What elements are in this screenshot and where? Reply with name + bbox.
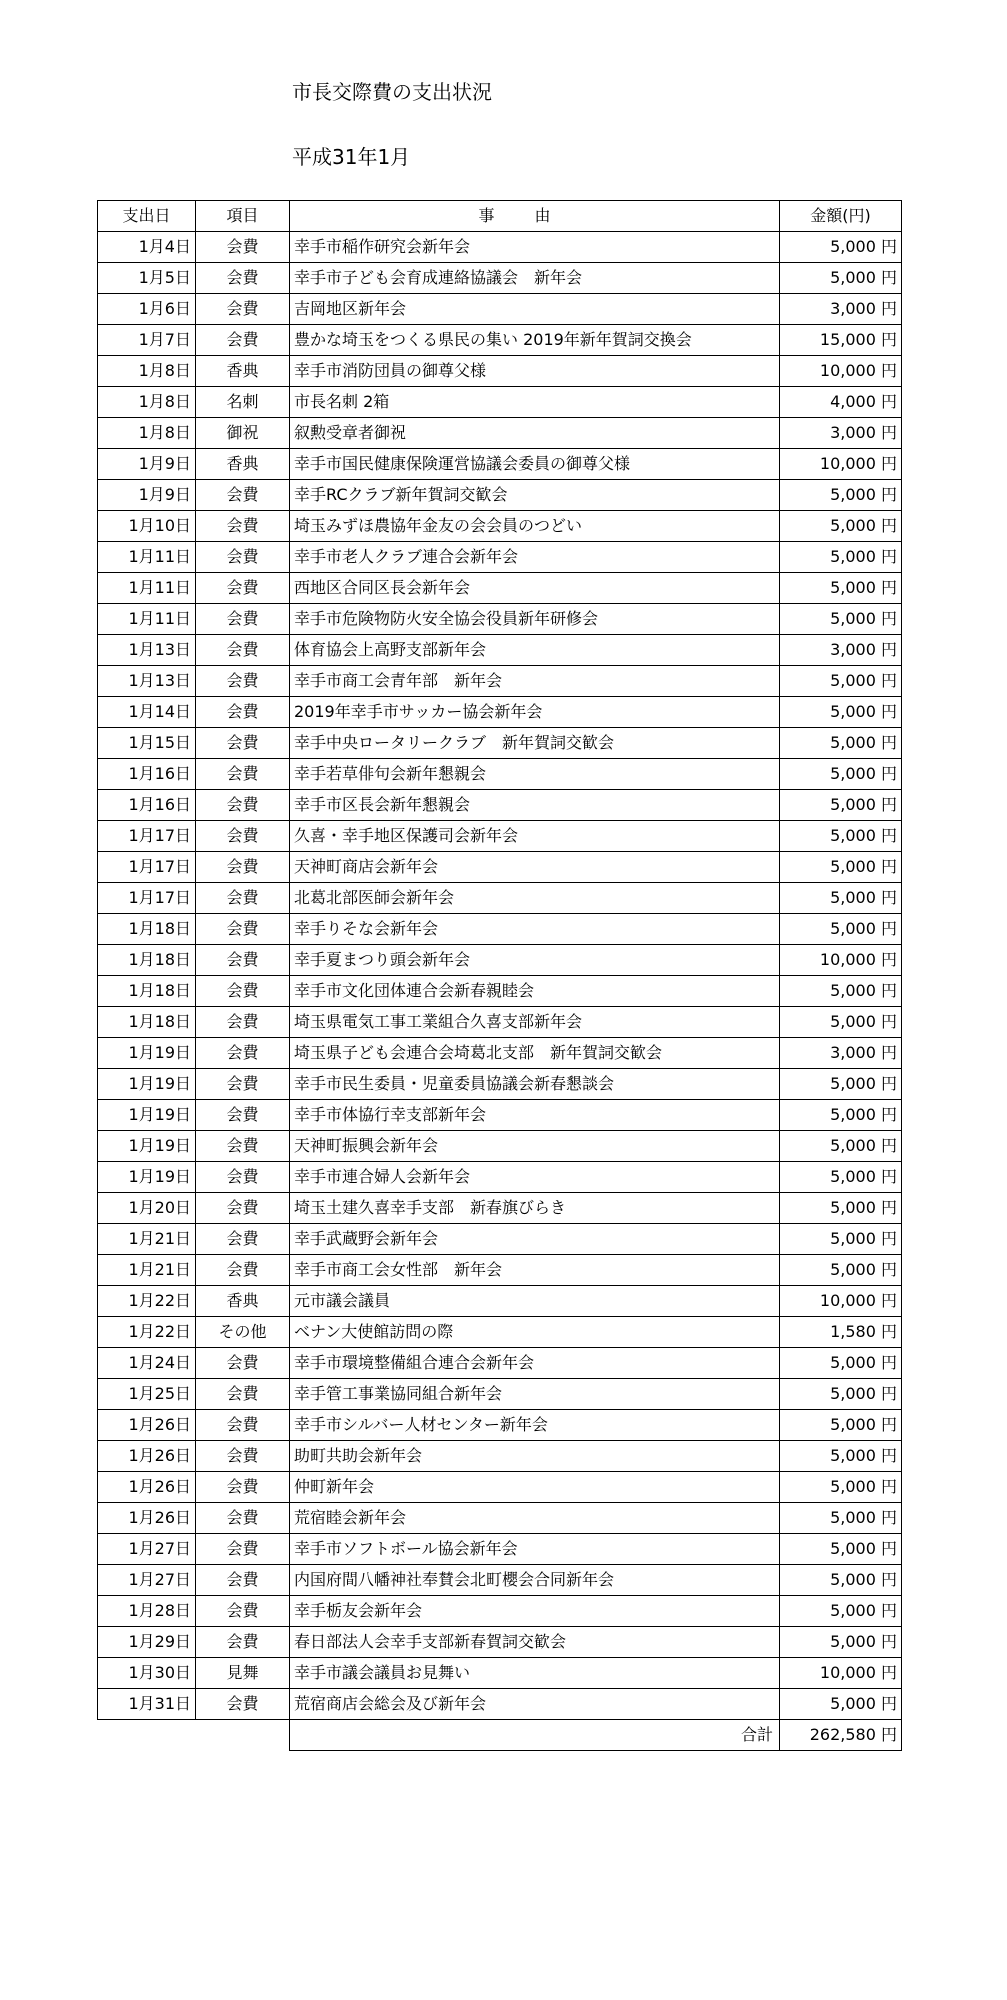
row-amount: 10,000 円	[780, 449, 902, 480]
table-row	[98, 325, 902, 356]
row-reason: 幸手市子ども会育成連絡協議会 新年会	[290, 263, 780, 294]
row-date: 1月26日	[98, 1503, 196, 1534]
row-reason: 幸手市ソフトボール協会新年会	[290, 1534, 780, 1565]
header-date: 支出日	[98, 201, 196, 232]
row-item: 御祝	[196, 418, 290, 449]
table-row	[98, 1379, 902, 1410]
row-reason: 幸手市国民健康保険運営協議会委員の御尊父様	[290, 449, 780, 480]
table-row	[98, 1441, 902, 1472]
row-amount: 5,000 円	[780, 480, 902, 511]
row-item: 会費	[196, 1410, 290, 1441]
row-reason: 幸手市シルバー人材センター新年会	[290, 1410, 780, 1441]
row-item: 会費	[196, 1534, 290, 1565]
table-row	[98, 1162, 902, 1193]
table-row	[98, 976, 902, 1007]
row-date: 1月26日	[98, 1441, 196, 1472]
row-reason: 幸手市商工会青年部 新年会	[290, 666, 780, 697]
row-reason: 天神町振興会新年会	[290, 1131, 780, 1162]
table-row	[98, 945, 902, 976]
row-item: 会費	[196, 1596, 290, 1627]
row-date: 1月4日	[98, 232, 196, 263]
row-amount: 5,000 円	[780, 666, 902, 697]
table-row	[98, 573, 902, 604]
row-item: 会費	[196, 1224, 290, 1255]
row-amount: 5,000 円	[780, 1441, 902, 1472]
row-reason: 豊かな埼玉をつくる県民の集い 2019年新年賀詞交換会	[290, 325, 780, 356]
row-amount: 5,000 円	[780, 511, 902, 542]
table-row	[98, 1007, 902, 1038]
row-reason: 幸手市環境整備組合連合会新年会	[290, 1348, 780, 1379]
row-item: 会費	[196, 573, 290, 604]
row-reason: 元市議会議員	[290, 1286, 780, 1317]
table-row	[98, 1503, 902, 1534]
row-reason: 幸手市区長会新年懇親会	[290, 790, 780, 821]
row-amount: 1,580 円	[780, 1317, 902, 1348]
row-item: 会費	[196, 914, 290, 945]
row-amount: 5,000 円	[780, 697, 902, 728]
row-amount: 5,000 円	[780, 1131, 902, 1162]
header-amount: 金額(円)	[780, 201, 902, 232]
table-row	[98, 1069, 902, 1100]
table-row	[98, 449, 902, 480]
row-reason: 助町共助会新年会	[290, 1441, 780, 1472]
row-date: 1月17日	[98, 821, 196, 852]
table-row	[98, 294, 902, 325]
row-amount: 5,000 円	[780, 1689, 902, 1720]
row-reason: 幸手市稲作研究会新年会	[290, 232, 780, 263]
row-item: 会費	[196, 728, 290, 759]
total-row	[98, 1720, 902, 1751]
row-amount: 3,000 円	[780, 418, 902, 449]
table-row	[98, 1100, 902, 1131]
table-row	[98, 790, 902, 821]
row-reason: 幸手市文化団体連合会新春親睦会	[290, 976, 780, 1007]
row-date: 1月18日	[98, 945, 196, 976]
row-item: 見舞	[196, 1658, 290, 1689]
row-date: 1月9日	[98, 480, 196, 511]
table-row	[98, 1410, 902, 1441]
row-amount: 4,000 円	[780, 387, 902, 418]
row-date: 1月17日	[98, 852, 196, 883]
row-item: 会費	[196, 1441, 290, 1472]
table-row	[98, 604, 902, 635]
row-item: 会費	[196, 1007, 290, 1038]
row-amount: 10,000 円	[780, 945, 902, 976]
row-amount: 5,000 円	[780, 852, 902, 883]
row-date: 1月13日	[98, 666, 196, 697]
row-item: 会費	[196, 480, 290, 511]
row-date: 1月19日	[98, 1038, 196, 1069]
row-reason: 久喜・幸手地区保護司会新年会	[290, 821, 780, 852]
row-date: 1月28日	[98, 1596, 196, 1627]
row-amount: 5,000 円	[780, 976, 902, 1007]
row-date: 1月22日	[98, 1317, 196, 1348]
row-amount: 5,000 円	[780, 1627, 902, 1658]
row-reason: ベナン大使館訪問の際	[290, 1317, 780, 1348]
row-reason: 内国府間八幡神社奉賛会北町櫻会合同新年会	[290, 1565, 780, 1596]
row-item: 会費	[196, 635, 290, 666]
table-row	[98, 511, 902, 542]
table-row	[98, 1596, 902, 1627]
row-date: 1月19日	[98, 1100, 196, 1131]
table-row	[98, 666, 902, 697]
table-row	[98, 697, 902, 728]
table-row	[98, 542, 902, 573]
row-reason: 埼玉土建久喜幸手支部 新春旗びらき	[290, 1193, 780, 1224]
table-body	[98, 232, 902, 1720]
row-reason: 春日部法人会幸手支部新春賀詞交歓会	[290, 1627, 780, 1658]
table-row	[98, 1689, 902, 1720]
row-reason: 体育協会上高野支部新年会	[290, 635, 780, 666]
row-item: 会費	[196, 697, 290, 728]
row-date: 1月9日	[98, 449, 196, 480]
total-amount: 262,580 円	[780, 1720, 902, 1751]
row-reason: 幸手市議会議員お見舞い	[290, 1658, 780, 1689]
row-reason: 幸手栃友会新年会	[290, 1596, 780, 1627]
row-date: 1月14日	[98, 697, 196, 728]
table-row	[98, 1472, 902, 1503]
table-row	[98, 263, 902, 294]
row-item: 会費	[196, 1689, 290, 1720]
row-reason: 荒宿睦会新年会	[290, 1503, 780, 1534]
row-reason: 天神町商店会新年会	[290, 852, 780, 883]
row-reason: 西地区合同区長会新年会	[290, 573, 780, 604]
row-date: 1月18日	[98, 914, 196, 945]
table-row	[98, 914, 902, 945]
row-item: 会費	[196, 976, 290, 1007]
row-amount: 5,000 円	[780, 1224, 902, 1255]
row-item: 香典	[196, 1286, 290, 1317]
row-amount: 5,000 円	[780, 1472, 902, 1503]
row-item: 会費	[196, 1472, 290, 1503]
row-item: 名刺	[196, 387, 290, 418]
table-row	[98, 232, 902, 263]
row-amount: 5,000 円	[780, 1348, 902, 1379]
row-amount: 5,000 円	[780, 263, 902, 294]
row-reason: 幸手管工事業協同組合新年会	[290, 1379, 780, 1410]
row-amount: 5,000 円	[780, 1410, 902, 1441]
row-date: 1月19日	[98, 1131, 196, 1162]
row-item: 会費	[196, 1627, 290, 1658]
row-reason: 幸手市体協行幸支部新年会	[290, 1100, 780, 1131]
row-item: 会費	[196, 666, 290, 697]
row-date: 1月16日	[98, 790, 196, 821]
row-item: 会費	[196, 1038, 290, 1069]
row-reason: 幸手夏まつり頭会新年会	[290, 945, 780, 976]
row-reason: 幸手市商工会女性部 新年会	[290, 1255, 780, 1286]
table-row	[98, 480, 902, 511]
table-row	[98, 728, 902, 759]
row-date: 1月19日	[98, 1069, 196, 1100]
table-row	[98, 387, 902, 418]
row-amount: 5,000 円	[780, 1534, 902, 1565]
table-row	[98, 1038, 902, 1069]
row-date: 1月17日	[98, 883, 196, 914]
row-amount: 5,000 円	[780, 1162, 902, 1193]
row-date: 1月11日	[98, 542, 196, 573]
row-item: 会費	[196, 1565, 290, 1596]
row-item: 会費	[196, 263, 290, 294]
table-row	[98, 1286, 902, 1317]
row-amount: 5,000 円	[780, 604, 902, 635]
row-amount: 10,000 円	[780, 1286, 902, 1317]
row-amount: 5,000 円	[780, 1596, 902, 1627]
row-item: 香典	[196, 356, 290, 387]
row-date: 1月16日	[98, 759, 196, 790]
table-row	[98, 1658, 902, 1689]
row-amount: 5,000 円	[780, 1503, 902, 1534]
row-item: 会費	[196, 759, 290, 790]
row-reason: 叙勲受章者御祝	[290, 418, 780, 449]
expense-table	[97, 200, 902, 1751]
row-item: 会費	[196, 883, 290, 914]
row-amount: 5,000 円	[780, 914, 902, 945]
row-amount: 5,000 円	[780, 1379, 902, 1410]
row-reason: 埼玉県子ども会連合会埼葛北支部 新年賀詞交歓会	[290, 1038, 780, 1069]
row-date: 1月21日	[98, 1224, 196, 1255]
row-item: 会費	[196, 232, 290, 263]
row-amount: 5,000 円	[780, 790, 902, 821]
row-amount: 3,000 円	[780, 1038, 902, 1069]
row-date: 1月8日	[98, 356, 196, 387]
row-reason: 荒宿商店会総会及び新年会	[290, 1689, 780, 1720]
row-date: 1月8日	[98, 387, 196, 418]
table-header-row	[98, 201, 902, 232]
row-item: 会費	[196, 542, 290, 573]
table-row	[98, 1193, 902, 1224]
table-row	[98, 821, 902, 852]
row-date: 1月26日	[98, 1410, 196, 1441]
row-date: 1月27日	[98, 1565, 196, 1596]
row-amount: 10,000 円	[780, 1658, 902, 1689]
row-amount: 5,000 円	[780, 1100, 902, 1131]
row-item: 会費	[196, 852, 290, 883]
row-date: 1月10日	[98, 511, 196, 542]
row-item: 香典	[196, 449, 290, 480]
row-item: 会費	[196, 1162, 290, 1193]
row-amount: 15,000 円	[780, 325, 902, 356]
row-amount: 5,000 円	[780, 821, 902, 852]
row-item: 会費	[196, 1503, 290, 1534]
row-amount: 5,000 円	[780, 1069, 902, 1100]
table-row	[98, 1317, 902, 1348]
table-row	[98, 1565, 902, 1596]
table-row	[98, 759, 902, 790]
row-date: 1月19日	[98, 1162, 196, 1193]
table-row	[98, 635, 902, 666]
row-date: 1月29日	[98, 1627, 196, 1658]
row-item: 会費	[196, 1131, 290, 1162]
row-reason: 幸手市消防団員の御尊父様	[290, 356, 780, 387]
table-row	[98, 883, 902, 914]
table-row	[98, 356, 902, 387]
row-date: 1月7日	[98, 325, 196, 356]
row-amount: 5,000 円	[780, 1255, 902, 1286]
row-item: 会費	[196, 1193, 290, 1224]
row-date: 1月11日	[98, 573, 196, 604]
total-label: 合計	[290, 1720, 780, 1751]
row-amount: 3,000 円	[780, 635, 902, 666]
row-reason: 幸手市危険物防火安全協会役員新年研修会	[290, 604, 780, 635]
row-date: 1月5日	[98, 263, 196, 294]
document-period: 平成31年1月	[292, 145, 411, 169]
row-amount: 5,000 円	[780, 1193, 902, 1224]
row-amount: 5,000 円	[780, 542, 902, 573]
row-reason: 埼玉県電気工事工業組合久喜支部新年会	[290, 1007, 780, 1038]
document-title: 市長交際費の支出状況	[292, 80, 492, 104]
row-reason: 北葛北部医師会新年会	[290, 883, 780, 914]
row-item: 会費	[196, 1348, 290, 1379]
table-row	[98, 1255, 902, 1286]
row-item: 会費	[196, 294, 290, 325]
row-amount: 5,000 円	[780, 1007, 902, 1038]
row-reason: 幸手中央ロータリークラブ 新年賀詞交歓会	[290, 728, 780, 759]
header-reason: 事由	[290, 201, 780, 232]
table-row	[98, 1224, 902, 1255]
row-amount: 5,000 円	[780, 759, 902, 790]
table-row	[98, 1348, 902, 1379]
row-date: 1月20日	[98, 1193, 196, 1224]
row-reason: 埼玉みずほ農協年金友の会会員のつどい	[290, 511, 780, 542]
row-item: 会費	[196, 790, 290, 821]
row-date: 1月13日	[98, 635, 196, 666]
row-reason: 幸手市民生委員・児童委員協議会新春懇談会	[290, 1069, 780, 1100]
row-item: 会費	[196, 604, 290, 635]
row-item: その他	[196, 1317, 290, 1348]
row-reason: 幸手武蔵野会新年会	[290, 1224, 780, 1255]
row-item: 会費	[196, 511, 290, 542]
row-reason: 幸手市老人クラブ連合会新年会	[290, 542, 780, 573]
row-item: 会費	[196, 1069, 290, 1100]
row-reason: 仲町新年会	[290, 1472, 780, 1503]
table-row	[98, 1131, 902, 1162]
row-date: 1月6日	[98, 294, 196, 325]
row-item: 会費	[196, 1100, 290, 1131]
row-amount: 5,000 円	[780, 573, 902, 604]
row-amount: 5,000 円	[780, 232, 902, 263]
row-item: 会費	[196, 821, 290, 852]
row-item: 会費	[196, 945, 290, 976]
row-reason: 幸手若草俳句会新年懇親会	[290, 759, 780, 790]
row-amount: 5,000 円	[780, 1565, 902, 1596]
row-date: 1月18日	[98, 976, 196, 1007]
row-date: 1月30日	[98, 1658, 196, 1689]
row-date: 1月24日	[98, 1348, 196, 1379]
row-item: 会費	[196, 1379, 290, 1410]
row-date: 1月27日	[98, 1534, 196, 1565]
row-amount: 10,000 円	[780, 356, 902, 387]
row-date: 1月22日	[98, 1286, 196, 1317]
table-row	[98, 1534, 902, 1565]
row-reason: 2019年幸手市サッカー協会新年会	[290, 697, 780, 728]
row-date: 1月31日	[98, 1689, 196, 1720]
header-item: 項目	[196, 201, 290, 232]
row-reason: 幸手RCクラブ新年賀詞交歓会	[290, 480, 780, 511]
row-reason: 吉岡地区新年会	[290, 294, 780, 325]
row-date: 1月25日	[98, 1379, 196, 1410]
row-amount: 5,000 円	[780, 883, 902, 914]
row-amount: 3,000 円	[780, 294, 902, 325]
row-item: 会費	[196, 325, 290, 356]
table-row	[98, 852, 902, 883]
row-date: 1月15日	[98, 728, 196, 759]
row-date: 1月11日	[98, 604, 196, 635]
row-date: 1月21日	[98, 1255, 196, 1286]
row-reason: 市長名刺 2箱	[290, 387, 780, 418]
row-item: 会費	[196, 1255, 290, 1286]
total-blank-cell	[98, 1720, 290, 1751]
row-date: 1月18日	[98, 1007, 196, 1038]
row-date: 1月26日	[98, 1472, 196, 1503]
table-row	[98, 1627, 902, 1658]
row-amount: 5,000 円	[780, 728, 902, 759]
table-row	[98, 418, 902, 449]
row-date: 1月8日	[98, 418, 196, 449]
row-reason: 幸手りそな会新年会	[290, 914, 780, 945]
row-reason: 幸手市連合婦人会新年会	[290, 1162, 780, 1193]
